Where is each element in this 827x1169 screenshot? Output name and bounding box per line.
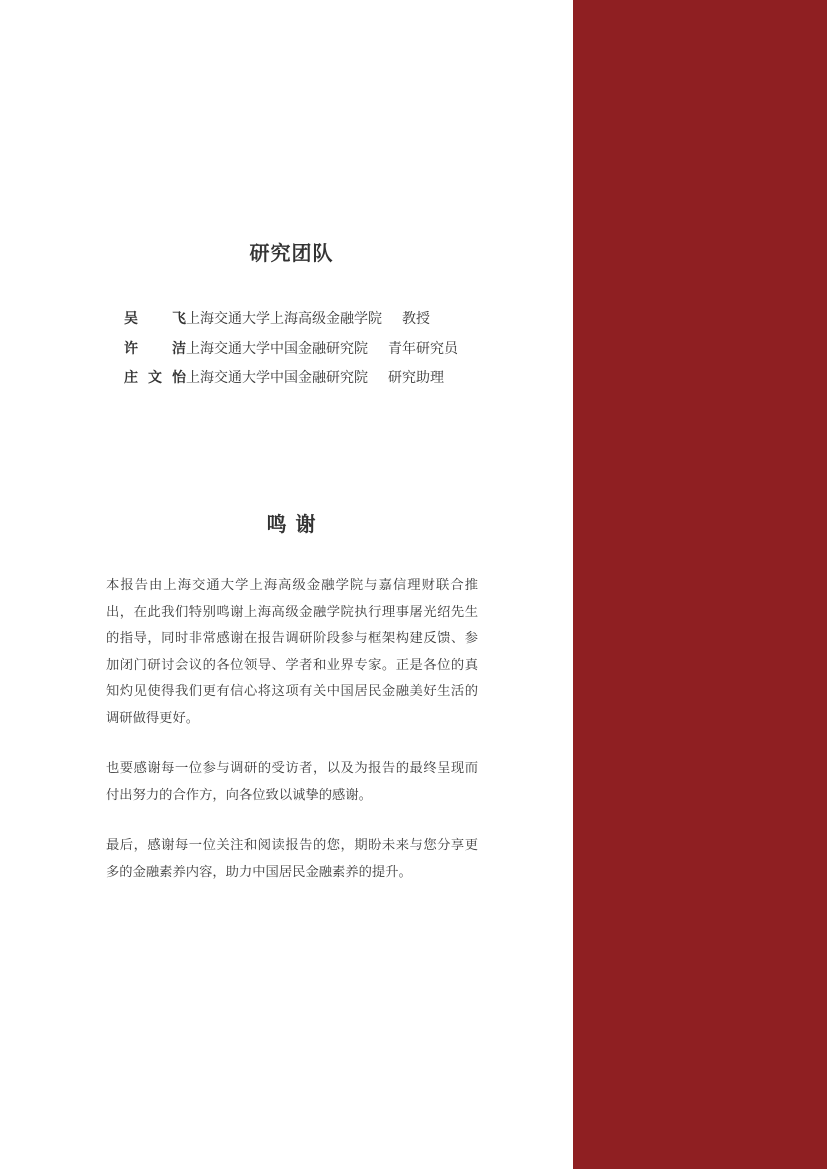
member-organization: 上海交通大学上海高级金融学院 <box>186 311 382 327</box>
member-organization: 上海交通大学中国金融研究院 <box>186 340 368 357</box>
member-role: 研究助理 <box>388 370 444 386</box>
member-role: 教授 <box>402 311 430 327</box>
team-member-row <box>124 308 458 338</box>
decorative-side-band <box>573 0 827 1169</box>
member-role: 青年研究员 <box>388 340 458 357</box>
member-name: 许 洁 <box>124 340 186 357</box>
acknowledgements-paragraph: 也要感谢每一位参与调研的受访者，以及为报告的最终呈现而付出努力的合作方，向各位致以诚挚的感谢。 <box>106 761 478 803</box>
member-name: 庄文怡 <box>124 370 186 386</box>
team-member-row <box>124 367 458 397</box>
member-organization: 上海交通大学中国金融研究院 <box>186 370 368 386</box>
acknowledgements-paragraph: 最后，感谢每一位关注和阅读报告的您，期盼未来与您分享更多的金融素养内容，助力中国居民金融素养的提升。 <box>106 838 478 880</box>
team-member-row <box>124 338 458 368</box>
acknowledgements-body <box>106 573 478 910</box>
research-team-title: 研究团队 <box>249 241 334 265</box>
acknowledgements-title: 鸣 谢 <box>266 512 317 536</box>
team-list <box>124 308 458 397</box>
acknowledgements-paragraph: 本报告由上海交通大学上海高级金融学院与嘉信理财联合推出，在此我们特别鸣谢上海高级金融学院执行理事屠光绍先生的指导，同时非常感谢在报告调研阶段参与框架构建反馈、参加闭门研讨会议的各位领导、学者和业界专家。正是各位的真知灼见使得我们更有信心将这项有关中国居民金融美好生活的调研做得更好。 <box>106 578 478 726</box>
member-name: 吴 飞 <box>124 311 186 327</box>
